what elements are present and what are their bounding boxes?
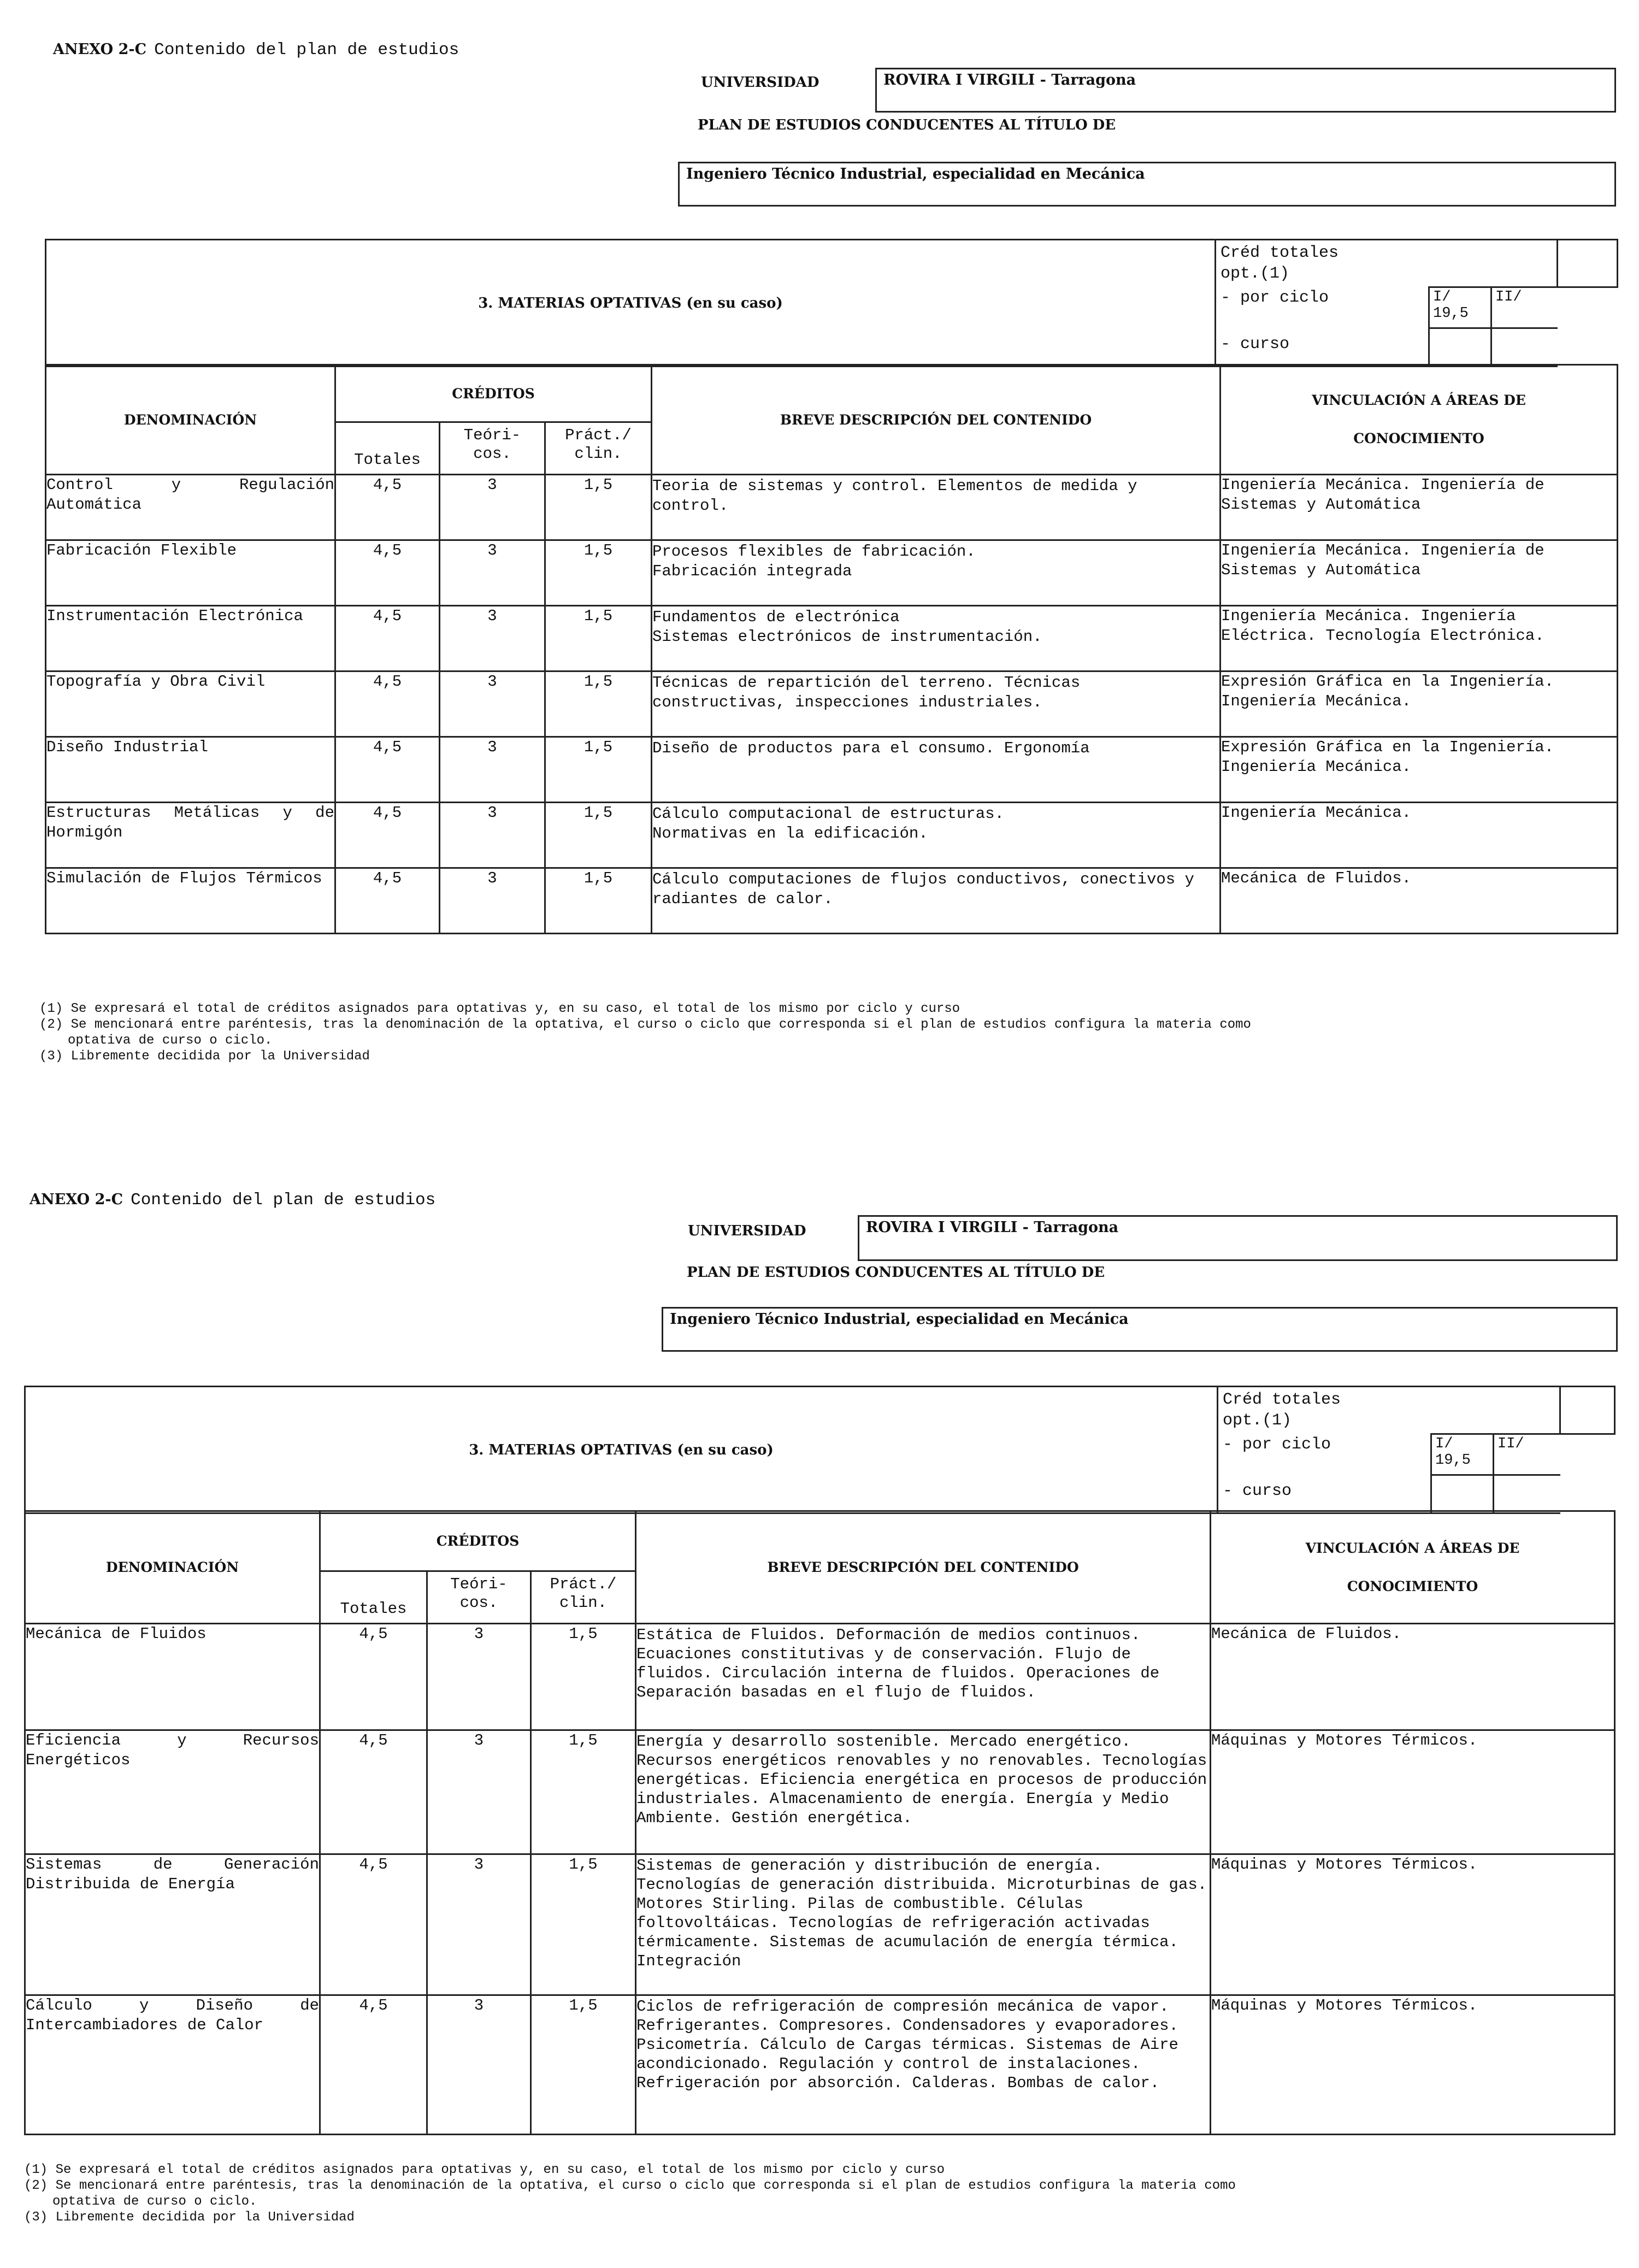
university-label: UNIVERSIDAD — [701, 74, 820, 91]
credits-theory: 3 — [440, 671, 545, 737]
subject-description: Estática de Fluidos. Deformación de medios continuos. Ecuaciones constitutivas y de conservación. Flujo de fluidos. Circulación interna de fluidos. Operaciones de Separación basadas en el flujo de fluidos. — [636, 1624, 1211, 1730]
knowledge-areas: Máquinas y Motores Térmicos. — [1211, 1730, 1615, 1854]
table-row — [25, 1624, 1615, 1730]
subject-description: Cálculo computacional de estructuras. Normativas en la edificación. — [652, 803, 1221, 868]
credits-theory: 3 — [427, 1730, 531, 1854]
credits-practice: 1,5 — [531, 1730, 636, 1854]
credits-theory: 3 — [440, 540, 545, 606]
footnote-2-cont: optativa de curso o ciclo. — [52, 2194, 257, 2209]
credits-total: 4,5 — [335, 737, 440, 803]
credits-theory: 3 — [440, 868, 545, 934]
knowledge-areas: Expresión Gráfica en la Ingeniería. Ingeniería Mecánica. — [1221, 737, 1618, 803]
col-header-denominacion: DENOMINACIÓN — [46, 365, 335, 475]
curso-label: - curso — [1216, 328, 1429, 367]
footnote-2: (2) Se mencionará entre paréntesis, tras la denominación de la optativa, el curso o ciclo que corresponda si el plan de estudios configura la materia como — [24, 2178, 1236, 2193]
table-row — [25, 1995, 1615, 2135]
subject-description: Ciclos de refrigeración de compresión mecánica de vapor. Refrigerantes. Compresores. Condensadores y evaporadores. Psicometría. Cálculo de Cargas térmicas. Sistemas de Aire acondicionado. Regulación y control de instalaciones. Refrigeración por absorción. Calderas. Bombas de calor. — [636, 1995, 1211, 2135]
footnotes — [39, 1001, 1607, 1064]
subject-description: Diseño de productos para el consumo. Ergonomía — [652, 737, 1221, 803]
credits-practice: 1,5 — [531, 1624, 636, 1730]
footnote-1: (1) Se expresará el total de créditos asignados para optativas y, en su caso, el total de los mismo por ciclo y curso — [39, 1002, 960, 1016]
credits-total: 4,5 — [320, 1995, 427, 2135]
subject-name: Eficiencia y Recursos Energéticos — [25, 1730, 320, 1854]
footnote-3: (3) Libremente decidida por la Universidad — [24, 2210, 355, 2225]
footnotes — [24, 2162, 1608, 2225]
col-header-vinculacion: VINCULACIÓN A ÁREAS DE CONOCIMIENTO — [1221, 365, 1618, 475]
university-value: ROVIRA I VIRGILI - Tarragona — [875, 68, 1616, 113]
total-credits-label: Créd totales opt.(1) — [1216, 240, 1558, 287]
table-row — [46, 737, 1618, 803]
subjects-table — [45, 364, 1618, 934]
col-header-descripcion: BREVE DESCRIPCIÓN DEL CONTENIDO — [636, 1511, 1211, 1624]
col-header-totales: Totales — [335, 422, 440, 475]
table-row — [46, 671, 1618, 737]
table-row — [46, 540, 1618, 606]
credits-practice: 1,5 — [545, 868, 652, 934]
subject-name: Sistemas de Generación Distribuida de Energía — [25, 1854, 320, 1995]
credits-total: 4,5 — [335, 540, 440, 606]
section-header-table — [45, 239, 1618, 367]
curso-label: - curso — [1218, 1475, 1431, 1513]
subjects-table — [24, 1510, 1616, 2135]
document-page-2 — [0, 1142, 1639, 2268]
footnote-2: (2) Se mencionará entre paréntesis, tras la denominación de la optativa, el curso o ciclo que corresponda si el plan de estudios configura la materia como — [39, 1017, 1251, 1032]
col-header-totales: Totales — [320, 1571, 427, 1624]
credits-practice: 1,5 — [545, 540, 652, 606]
credits-practice: 1,5 — [531, 1995, 636, 2135]
footnote-2-cont: optativa de curso o ciclo. — [68, 1033, 273, 1048]
subject-description: Procesos flexibles de fabricación. Fabricación integrada — [652, 540, 1221, 606]
credits-practice: 1,5 — [545, 803, 652, 868]
annex-header: ANEXO 2-C Contenido del plan de estudios — [30, 1191, 436, 1210]
credits-total: 4,5 — [320, 1624, 427, 1730]
credits-theory: 3 — [440, 475, 545, 540]
section-title: 3. MATERIAS OPTATIVAS (en su caso) — [46, 240, 1216, 367]
plan-label: PLAN DE ESTUDIOS CONDUCENTES AL TÍTULO DE — [698, 117, 1116, 133]
por-ciclo-label: - por ciclo — [1218, 1434, 1431, 1475]
table-row — [25, 1854, 1615, 1995]
col-header-denominacion: DENOMINACIÓN — [25, 1511, 320, 1624]
subject-description: Teoria de sistemas y control. Elementos de medida y control. — [652, 475, 1221, 540]
por-ciclo-label: - por ciclo — [1216, 287, 1429, 328]
subject-name: Diseño Industrial — [46, 737, 335, 803]
degree-title: Ingeniero Técnico Industrial, especialidad en Mecánica — [678, 162, 1616, 207]
section-header-table — [24, 1386, 1616, 1514]
credits-practice: 1,5 — [545, 606, 652, 671]
col-header-teoricos: Teóri- cos. — [427, 1571, 531, 1624]
col-header-teoricos: Teóri- cos. — [440, 422, 545, 475]
footnote-1: (1) Se expresará el total de créditos asignados para optativas y, en su caso, el total de los mismo por ciclo y curso — [24, 2163, 945, 2177]
subject-description: Energía y desarrollo sostenible. Mercado energético. Recursos energéticos renovables y no renovables. Tecnologías energéticas. Eficiencia energética en procesos de producción industriales. Almacenamiento de energía. Energía y Medio Ambiente. Gestión energética. — [636, 1730, 1211, 1854]
table-row — [46, 606, 1618, 671]
plan-label: PLAN DE ESTUDIOS CONDUCENTES AL TÍTULO DE — [687, 1264, 1105, 1281]
cycle-2-field: II/ — [1491, 287, 1558, 328]
total-credits-label: Créd totales opt.(1) — [1218, 1387, 1560, 1434]
credits-practice: 1,5 — [545, 671, 652, 737]
credits-practice: 1,5 — [531, 1854, 636, 1995]
credits-practice: 1,5 — [545, 737, 652, 803]
knowledge-areas: Expresión Gráfica en la Ingeniería. Ingeniería Mecánica. — [1221, 671, 1618, 737]
section-title: 3. MATERIAS OPTATIVAS (en su caso) — [25, 1387, 1218, 1513]
university-value: ROVIRA I VIRGILI - Tarragona — [858, 1215, 1618, 1261]
col-header-practicos: Práct./ clin. — [531, 1571, 636, 1624]
col-header-creditos: CRÉDITOS — [320, 1511, 636, 1571]
credits-theory: 3 — [427, 1624, 531, 1730]
credits-total: 4,5 — [335, 803, 440, 868]
knowledge-areas: Mecánica de Fluidos. — [1211, 1624, 1615, 1730]
credits-theory: 3 — [427, 1995, 531, 2135]
cycle-2-field: II/ — [1494, 1434, 1560, 1475]
knowledge-areas: Ingeniería Mecánica. Ingeniería Eléctrica. Tecnología Electrónica. — [1221, 606, 1618, 671]
subject-name: Cálculo y Diseño de Intercambiadores de Calor — [25, 1995, 320, 2135]
credits-total: 4,5 — [320, 1730, 427, 1854]
table-row — [46, 803, 1618, 868]
knowledge-areas: Máquinas y Motores Térmicos. — [1211, 1995, 1615, 2135]
knowledge-areas: Mecánica de Fluidos. — [1221, 868, 1618, 934]
knowledge-areas: Ingeniería Mecánica. — [1221, 803, 1618, 868]
col-header-creditos: CRÉDITOS — [335, 365, 652, 422]
credits-practice: 1,5 — [545, 475, 652, 540]
knowledge-areas: Ingeniería Mecánica. Ingeniería de Sistemas y Automática — [1221, 475, 1618, 540]
cycle-1-field: I/ 19,5 — [1429, 287, 1491, 328]
subject-description: Sistemas de generación y distribución de energía. Tecnologías de generación distribuida. Microturbinas de gas. Motores Stirling. Pilas de combustible. Células foltovoltáicas. Tecnologías de refrigeración activadas térmicamente. Sistemas de acumulación de energía térmica. Integración — [636, 1854, 1211, 1995]
knowledge-areas: Ingeniería Mecánica. Ingeniería de Sistemas y Automática — [1221, 540, 1618, 606]
footnote-3: (3) Libremente decidida por la Universidad — [39, 1049, 370, 1064]
col-header-descripcion: BREVE DESCRIPCIÓN DEL CONTENIDO — [652, 365, 1221, 475]
subject-name: Fabricación Flexible — [46, 540, 335, 606]
col-header-practicos: Práct./ clin. — [545, 422, 652, 475]
credits-theory: 3 — [440, 606, 545, 671]
table-row — [25, 1730, 1615, 1854]
knowledge-areas: Máquinas y Motores Térmicos. — [1211, 1854, 1615, 1995]
subject-name: Simulación de Flujos Térmicos — [46, 868, 335, 934]
credits-theory: 3 — [427, 1854, 531, 1995]
cycle-1-field: I/ 19,5 — [1431, 1434, 1494, 1475]
credits-total: 4,5 — [320, 1854, 427, 1995]
table-row — [46, 475, 1618, 540]
subject-name: Estructuras Metálicas y de Hormigón — [46, 803, 335, 868]
subject-description: Técnicas de repartición del terreno. Técnicas constructivas, inspecciones industriales. — [652, 671, 1221, 737]
subject-name: Mecánica de Fluidos — [25, 1624, 320, 1730]
degree-title: Ingeniero Técnico Industrial, especialidad en Mecánica — [662, 1307, 1618, 1352]
col-header-vinculacion: VINCULACIÓN A ÁREAS DE CONOCIMIENTO — [1211, 1511, 1615, 1624]
credits-theory: 3 — [440, 737, 545, 803]
subject-name: Instrumentación Electrónica — [46, 606, 335, 671]
subject-name: Topografía y Obra Civil — [46, 671, 335, 737]
credits-total: 4,5 — [335, 868, 440, 934]
table-row — [46, 868, 1618, 934]
credits-theory: 3 — [440, 803, 545, 868]
university-label: UNIVERSIDAD — [688, 1223, 806, 1239]
subject-description: Cálculo computaciones de flujos conductivos, conectivos y radiantes de calor. — [652, 868, 1221, 934]
annex-header: ANEXO 2-C Contenido del plan de estudios — [53, 40, 459, 60]
subject-name: Control y Regulación Automática — [46, 475, 335, 540]
credits-total: 4,5 — [335, 606, 440, 671]
subject-description: Fundamentos de electrónica Sistemas electrónicos de instrumentación. — [652, 606, 1221, 671]
document-page-1 — [0, 0, 1639, 1093]
credits-total: 4,5 — [335, 475, 440, 540]
credits-total: 4,5 — [335, 671, 440, 737]
